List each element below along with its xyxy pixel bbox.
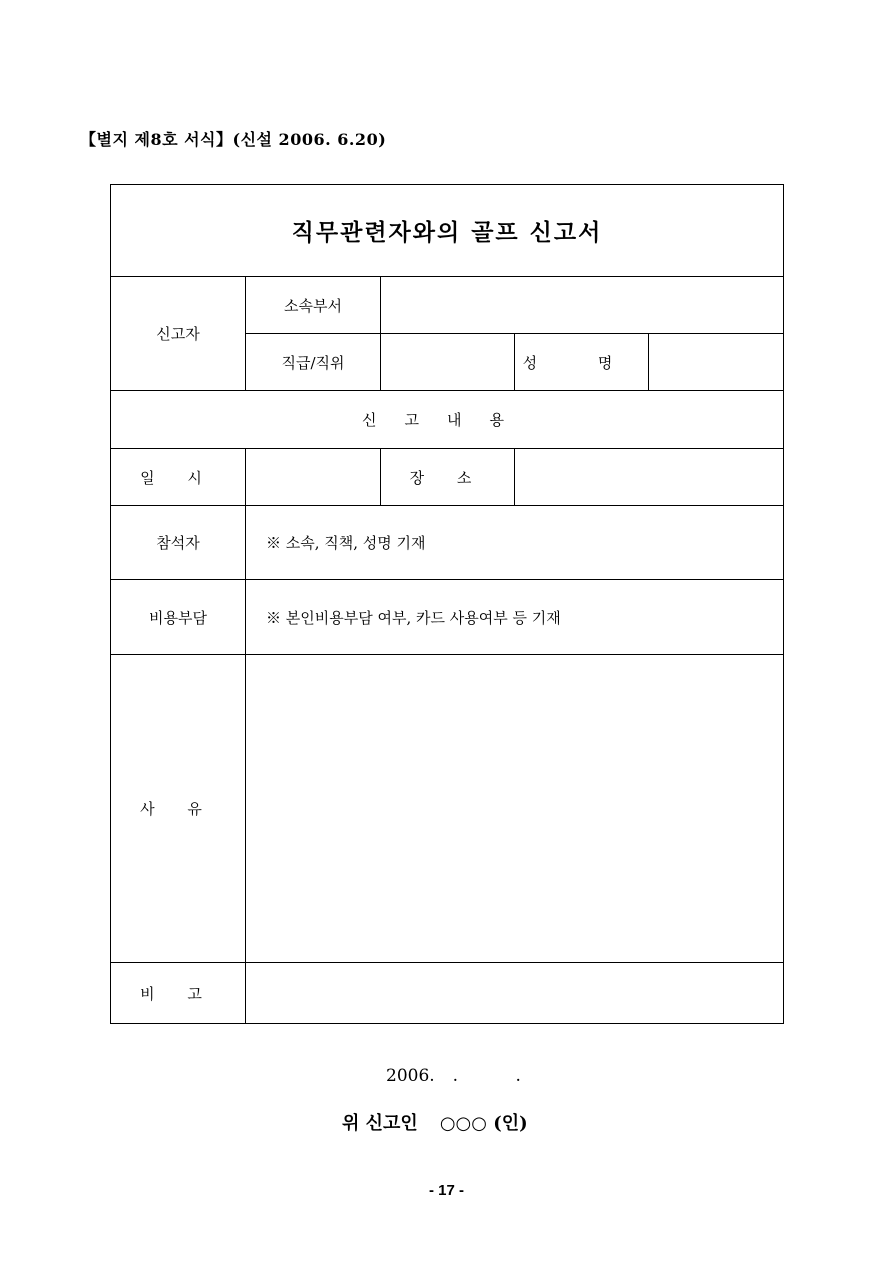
name-field[interactable] <box>649 334 784 391</box>
report-content-header: 신고내용 <box>111 391 784 449</box>
form-title: 직무관련자와의 골프 신고서 <box>111 185 784 277</box>
signer-name: ○○○ <box>439 1113 487 1134</box>
attendees-field[interactable]: ※ 소속, 직책, 성명 기재 <box>246 506 784 580</box>
rank-label: 직급/직위 <box>246 334 381 391</box>
department-label: 소속부서 <box>246 277 381 334</box>
signer-line <box>342 1109 528 1135</box>
attendees-label: 참석자 <box>111 506 246 580</box>
name-label: 성 명 <box>515 334 649 391</box>
datetime-label: 일 시 <box>111 449 246 506</box>
department-field[interactable] <box>381 277 784 334</box>
report-date-dots: . . <box>452 1066 547 1086</box>
reason-field[interactable] <box>246 655 784 963</box>
signer-prefix: 위 신고인 <box>342 1113 418 1134</box>
seal-label: (인) <box>493 1113 528 1134</box>
remarks-field[interactable] <box>246 963 784 1024</box>
report-date-year: 2006. <box>386 1066 435 1086</box>
place-label: 장 소 <box>381 449 515 506</box>
place-field[interactable] <box>515 449 784 506</box>
reporter-label: 신고자 <box>111 277 246 391</box>
rank-field[interactable] <box>381 334 515 391</box>
cost-field[interactable]: ※ 본인비용부담 여부, 카드 사용여부 등 기재 <box>246 580 784 655</box>
datetime-field[interactable] <box>246 449 381 506</box>
report-date <box>386 1066 547 1086</box>
report-form-table <box>110 184 784 1024</box>
cost-label: 비용부담 <box>111 580 246 655</box>
reason-label: 사 유 <box>111 655 246 963</box>
page-number: - 17 - <box>428 1182 464 1199</box>
remarks-label: 비 고 <box>111 963 246 1024</box>
form-number-label: 【별지 제8호 서식】(신설 2006. 6.20) <box>80 130 387 149</box>
